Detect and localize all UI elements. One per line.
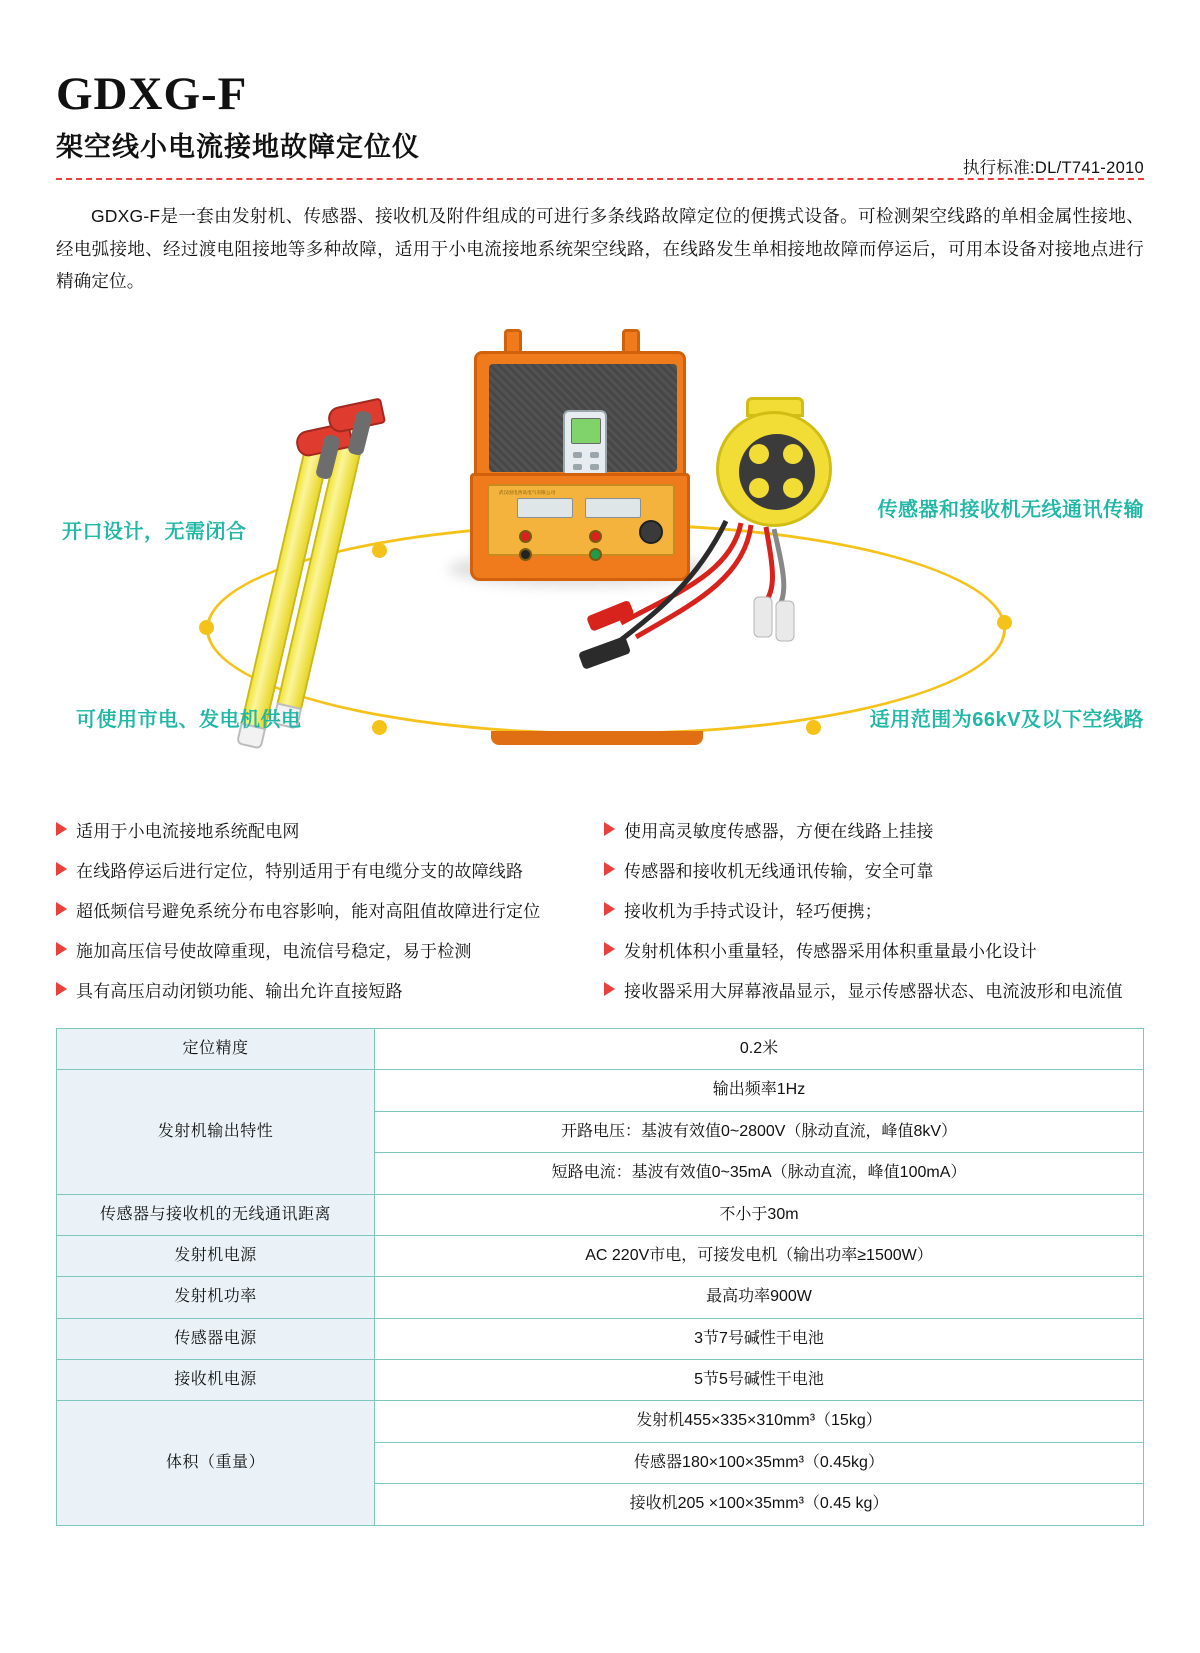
bullet-triangle-icon	[56, 942, 67, 956]
spec-value: 5节5号碱性干电池	[375, 1360, 1144, 1401]
feature-item	[56, 897, 596, 922]
feature-text: 适用于小电流接地系统配电网	[76, 821, 300, 841]
receiver-button	[590, 464, 599, 470]
spec-label: 发射机输出特性	[57, 1070, 375, 1194]
feature-item	[604, 857, 1144, 882]
feature-item	[56, 977, 596, 1002]
feature-text: 接收器采用大屏幕液晶显示，显示传感器状态、电流波形和电流值	[624, 981, 1123, 1001]
bullet-triangle-icon	[604, 862, 615, 876]
spec-value: 短路电流：基波有效值0~35mA（脉动直流，峰值100mA）	[375, 1153, 1144, 1194]
spec-label: 体积（重量）	[57, 1401, 375, 1525]
ellipse-node	[997, 615, 1012, 630]
coil-hole	[783, 478, 803, 498]
feature-item	[604, 817, 1144, 842]
ellipse-node	[199, 620, 214, 635]
spec-value: 输出频率1Hz	[375, 1070, 1144, 1111]
feature-text: 具有高压启动闭锁功能、输出允许直接短路	[76, 981, 403, 1001]
page-title: GDXG-F	[56, 68, 248, 120]
coil-hole	[749, 478, 769, 498]
specification-table	[56, 1028, 1144, 1526]
spec-value: 最高功率900W	[375, 1277, 1144, 1318]
specification-section	[56, 1028, 1144, 1526]
receiver-button	[590, 452, 599, 458]
receiver-screen	[571, 418, 601, 444]
feature-text: 在线路停运后进行定位，特别适用于有电缆分支的故障线路	[76, 861, 524, 881]
feature-text: 发射机体积小重量轻，传感器采用体积重量最小化设计	[624, 941, 1037, 961]
coil-core	[739, 434, 815, 510]
callout-range: 适用范围为66kV及以下空线路	[869, 708, 1144, 731]
feature-item	[604, 897, 1144, 922]
spec-value: AC 220V市电，可接发电机（输出功率≥1500W）	[375, 1235, 1144, 1276]
spec-value: 接收机205 ×100×35mm³（0.45 kg）	[375, 1484, 1144, 1525]
spec-label: 发射机电源	[57, 1235, 375, 1276]
panel-brand-text: 武汉国电西高电气有限公司	[499, 489, 556, 495]
bullet-triangle-icon	[604, 902, 615, 916]
spec-label: 接收机电源	[57, 1360, 375, 1401]
coil-body	[716, 411, 832, 527]
callout-open-design: 开口设计，无需闭合	[62, 520, 247, 543]
feature-text: 使用高灵敏度传感器，方便在线路上挂接	[624, 821, 934, 841]
spec-value: 0.2米	[375, 1028, 1144, 1069]
ellipse-node	[806, 720, 821, 735]
spec-label: 发射机功率	[57, 1277, 375, 1318]
callout-wireless: 传感器和接收机无线通讯传输	[877, 498, 1144, 521]
spec-label: 传感器电源	[57, 1318, 375, 1359]
page-subtitle: 架空线小电流接地故障定位仪	[56, 132, 420, 163]
product-figure	[56, 315, 1144, 795]
feature-item	[56, 857, 596, 882]
spec-value: 传感器180×100×35mm³（0.45kg）	[375, 1442, 1144, 1483]
case-lid	[474, 351, 686, 479]
ellipse-node	[372, 543, 387, 558]
table-row	[57, 1235, 1144, 1276]
bullet-triangle-icon	[56, 822, 67, 836]
cable-assembly-icon	[526, 513, 946, 713]
bullet-triangle-icon	[56, 862, 67, 876]
bullet-triangle-icon	[56, 902, 67, 916]
table-row	[57, 1318, 1144, 1359]
receiver-button	[573, 464, 582, 470]
feature-text: 超低频信号避免系统分布电容影响，能对高阻值故障进行定位	[76, 901, 541, 921]
spec-label: 传感器与接收机的无线通讯距离	[57, 1194, 375, 1235]
feature-text: 传感器和接收机无线通讯传输，安全可靠	[624, 861, 934, 881]
table-row	[57, 1360, 1144, 1401]
feature-list	[56, 817, 1144, 1002]
feature-text: 接收机为手持式设计，轻巧便携；	[624, 901, 882, 921]
intro-paragraph: GDXG-F是一套由发射机、传感器、接收机及附件组成的可进行多条线路故障定位的便携式设备。可检测架空线路的单相金属性接地、经电弧接地、经过渡电阻接地等多种故障，适用于小电流接地系统架空线路，在线路发生单相接地故障而停运后，可用本设备对接地点进行精确定位。	[56, 206, 1144, 292]
table-row	[57, 1401, 1144, 1442]
spec-value: 发射机455×335×310mm³（15kg）	[375, 1401, 1144, 1442]
coil-hole	[783, 444, 803, 464]
bullet-triangle-icon	[604, 982, 615, 996]
case-brand-text: 武汉国电西高电气有限公司	[525, 716, 600, 723]
feature-text: 施加高压信号使故障重现，电流信号稳定，易于检测	[76, 941, 472, 961]
spec-value: 开路电压：基波有效值0~2800V（脉动直流，峰值8kV）	[375, 1111, 1144, 1152]
receiver-button	[573, 452, 582, 458]
spec-label: 定位精度	[57, 1028, 375, 1069]
header-divider	[56, 178, 1144, 180]
callout-power-source: 可使用市电、发电机供电	[76, 708, 302, 731]
bullet-triangle-icon	[56, 982, 67, 996]
table-row	[57, 1277, 1144, 1318]
table-row	[57, 1194, 1144, 1235]
table-row	[57, 1028, 1144, 1069]
page-header	[56, 70, 1144, 180]
feature-item	[56, 817, 596, 842]
feature-item	[604, 937, 1144, 962]
case-foot	[491, 731, 703, 745]
feature-item	[604, 977, 1144, 1002]
table-row	[57, 1070, 1144, 1111]
coil-hole	[749, 444, 769, 464]
feature-item	[56, 937, 596, 962]
spec-value: 不小于30m	[375, 1194, 1144, 1235]
spec-value: 3节7号碱性干电池	[375, 1318, 1144, 1359]
ellipse-node	[372, 720, 387, 735]
bullet-triangle-icon	[604, 822, 615, 836]
standard-reference: 执行标准:DL/T741-2010	[962, 159, 1144, 178]
bullet-triangle-icon	[604, 942, 615, 956]
